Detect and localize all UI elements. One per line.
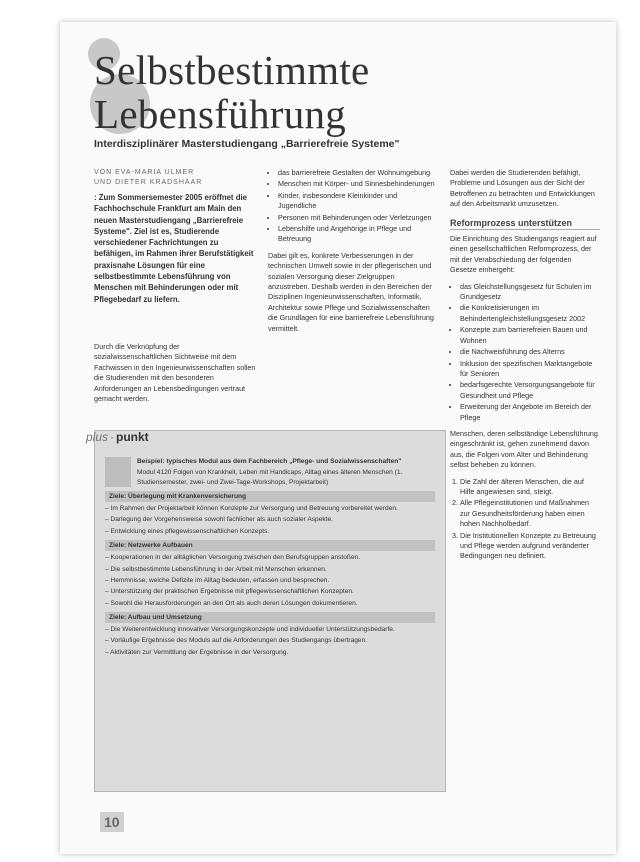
infobox-item: – Vorläufige Ergebnisse des Moduls auf die Anforderungen des Studiengangs übertragen. xyxy=(105,637,368,645)
byline xyxy=(94,168,254,188)
list-item: • Menschen mit Körper- und Sinnesbehinderungen xyxy=(278,179,436,189)
example-text: Modul 4120 Folgen von Krankheit, Leben mit Handicaps, Alltag eines älteren Menschen (1. Studiensemester, zwei- und Zwei-Tage-Workshops, Projektarbeit) xyxy=(137,469,403,486)
title-line-2: Lebensführung xyxy=(94,91,347,137)
column-2 xyxy=(268,168,436,340)
list-item: • das Gleichstellungsgesetz für Schulen im Grundgesetz xyxy=(460,282,600,303)
infobox-item: – Kooperationen in der alltäglichen Versorgung zwischen den Berufsgruppen anstoßen. xyxy=(105,554,361,562)
list-item: • Personen mit Behinderungen oder Verletzungen xyxy=(278,213,436,223)
column-2-bullet-list xyxy=(268,168,436,245)
title-line-1: Selbstbestimmte xyxy=(94,47,370,93)
article-title xyxy=(94,48,370,136)
example-heading: Beispiel: typisches Modul aus dem Fachbereich „Pflege- und Sozialwissenschaften" xyxy=(137,458,402,465)
list-item: • Konzepte zum barrierefreien Bauen und Wohnen xyxy=(460,325,600,346)
label-separator: · xyxy=(110,430,115,444)
list-item: 1. Die Zahl der älteren Menschen, die auf Hilfe angewiesen sind, steigt. xyxy=(460,477,600,498)
list-item: • Inklusion der spezifischen Marktangebote für Senioren xyxy=(460,359,600,380)
infobox-content xyxy=(105,457,435,659)
infobox-item: – Sowohl die Herausforderungen an den Ort als auch deren Lösungen dokumentieren. xyxy=(105,599,358,607)
example-marker xyxy=(105,457,131,487)
column-3-bullet-list xyxy=(450,282,600,423)
infobox-section-heading: Ziele: Netzwerke Aufbauen xyxy=(105,540,435,551)
plus-punkt-infobox xyxy=(94,430,446,792)
column-2-paragraph: Dabei gilt es, konkrete Verbesserungen in der technischen Umwelt sowie in der pflegerischen und sozialen Versorgung dieser Zielgruppen anzustreben. Deshalb werden in den Bereichen der Disziplinen Ingenieurwissenschaften, Informatik, Architektur sowie Pflege und Sozialwissenschaften die Grundlagen für eine barrierefreie Lebensführung vermittelt. xyxy=(268,250,434,333)
label-plus: plus xyxy=(86,430,109,444)
column-3-numbered-list xyxy=(450,477,600,562)
infobox-item: – Unterstützung der praktischen Ergebnisse mit pflegewissenschaftlichen Konzepten. xyxy=(105,588,354,596)
list-item: 3. Die Institutionellen Konzepte zu Betreuung und Pflege werden aufgrund veränderter Bedingungen neu definiert. xyxy=(460,531,600,562)
infobox-item: – Entwicklung eines pflegewissenschaftlichen Konzepts. xyxy=(105,527,270,535)
infobox-item: – Im Rahmen der Projektarbeit können Konzepte zur Versorgung und Betreuung vorbereitet werden. xyxy=(105,505,398,513)
label-punkt: punkt xyxy=(116,430,149,444)
column-1-text xyxy=(94,342,256,410)
infobox-item: – Aktivitäten zur Vermittlung der Ergebnisse in der Versorgung. xyxy=(105,648,289,656)
infobox-section-heading: Ziele: Aufbau und Umsetzung xyxy=(105,612,435,623)
infobox-item: – Die Weiterentwicklung innovativer Versorgungskonzepte und individueller Unterstützungsbedarfe. xyxy=(105,626,395,634)
document-page xyxy=(60,22,616,854)
list-item: • das barrierefreie Gestalten der Wohnumgebung xyxy=(278,168,436,178)
infobox-example xyxy=(105,457,435,487)
list-item: • Erweiterung der Angebote im Bereich der Pflege xyxy=(460,402,600,423)
list-item: • Kinder, insbesondere Kleinkinder und Jugendliche xyxy=(278,191,436,212)
list-item: • bedarfsgerechte Versorgungsangebote für Gesundheit und Pflege xyxy=(460,380,600,401)
list-item: • die Konkretisierungen im Behindertengleichstellungsgesetz 2002 xyxy=(460,303,600,324)
infobox-item: – Hemmnisse, welche Defizite im Alltag bedeuten, erfassen und besprechen. xyxy=(105,576,330,584)
column-3-paragraph-1: Dabei werden die Studierenden befähigt, Probleme und Lösungen aus der Sicht der Betroffenen zu betrachten und Entwicklungen auf den Arbeitsmarkt umzusetzen. xyxy=(450,168,595,209)
plus-punkt-label xyxy=(86,426,149,448)
section-heading: Reformprozess unterstützen xyxy=(450,218,600,230)
article-subtitle: Interdisziplinärer Masterstudiengang „Barrierefreie Systeme" xyxy=(94,138,400,150)
byline-author-2: UND DIETER KRADSHAAR xyxy=(94,179,203,186)
list-item: • die Nachweisführung des Alterns xyxy=(460,347,600,357)
byline-author-1: VON EVA-MARIA ULMER xyxy=(94,169,195,176)
page-number: 10 xyxy=(100,812,124,832)
list-item: • Lebenshilfe und Angehörige in Pflege und Betreuung xyxy=(278,224,436,245)
lead-paragraph: : Zum Sommersemester 2005 eröffnet die Fachhochschule Frankfurt am Main den neuen Masterstudiengang „Barrierefreie Systeme". Ziel ist es, Studierende verschiedener Fachrichtungen zu befähigen, im Rahmen ihrer Berufstätigkeit praxisnahe Lösungen für eine selbstbestimmte Lebensführung von Menschen mit Behinderungen oder mit Pflegebedarf zu liefern. xyxy=(94,193,254,304)
column-1-paragraph: Durch die Verknüpfung der sozialwissenschaftlichen Sichtweise mit dem Fachwissen in den Ingenieurwissenschaften sollen die Studierenden mit den besonderen Anforderungen an Lebensbedingungen vertraut gemacht werden. xyxy=(94,342,256,404)
column-3-paragraph-2: Die Einrichtung des Studiengangs reagiert auf einen gesellschaftlichen Reformprozess, der mit der Verabschiedung der folgenden Gesetze einhergeht: xyxy=(450,234,597,275)
infobox-item: – Die selbstbestimmte Lebensführung in der Arbeit mit Menschen erkennen. xyxy=(105,565,327,573)
list-item: 2. Alle Pflegeinstitutionen und Maßnahmen zur Gesundheitsförderung haben einen hohen Nachholbedarf. xyxy=(460,498,600,529)
column-3-paragraph-3: Menschen, deren selbständige Lebensführung eingeschränkt ist, gehen zunehmend davon aus, die Folgen vom Alter und Behinderung selbst beheben zu können. xyxy=(450,428,598,470)
infobox-section-heading: Ziele: Überlegung mit Krankenversicherung xyxy=(105,491,435,502)
infobox-item: – Darlegung der Vorgehensweise sowohl fachlicher als auch sozialer Aspekte. xyxy=(105,516,333,524)
column-3 xyxy=(450,168,600,563)
